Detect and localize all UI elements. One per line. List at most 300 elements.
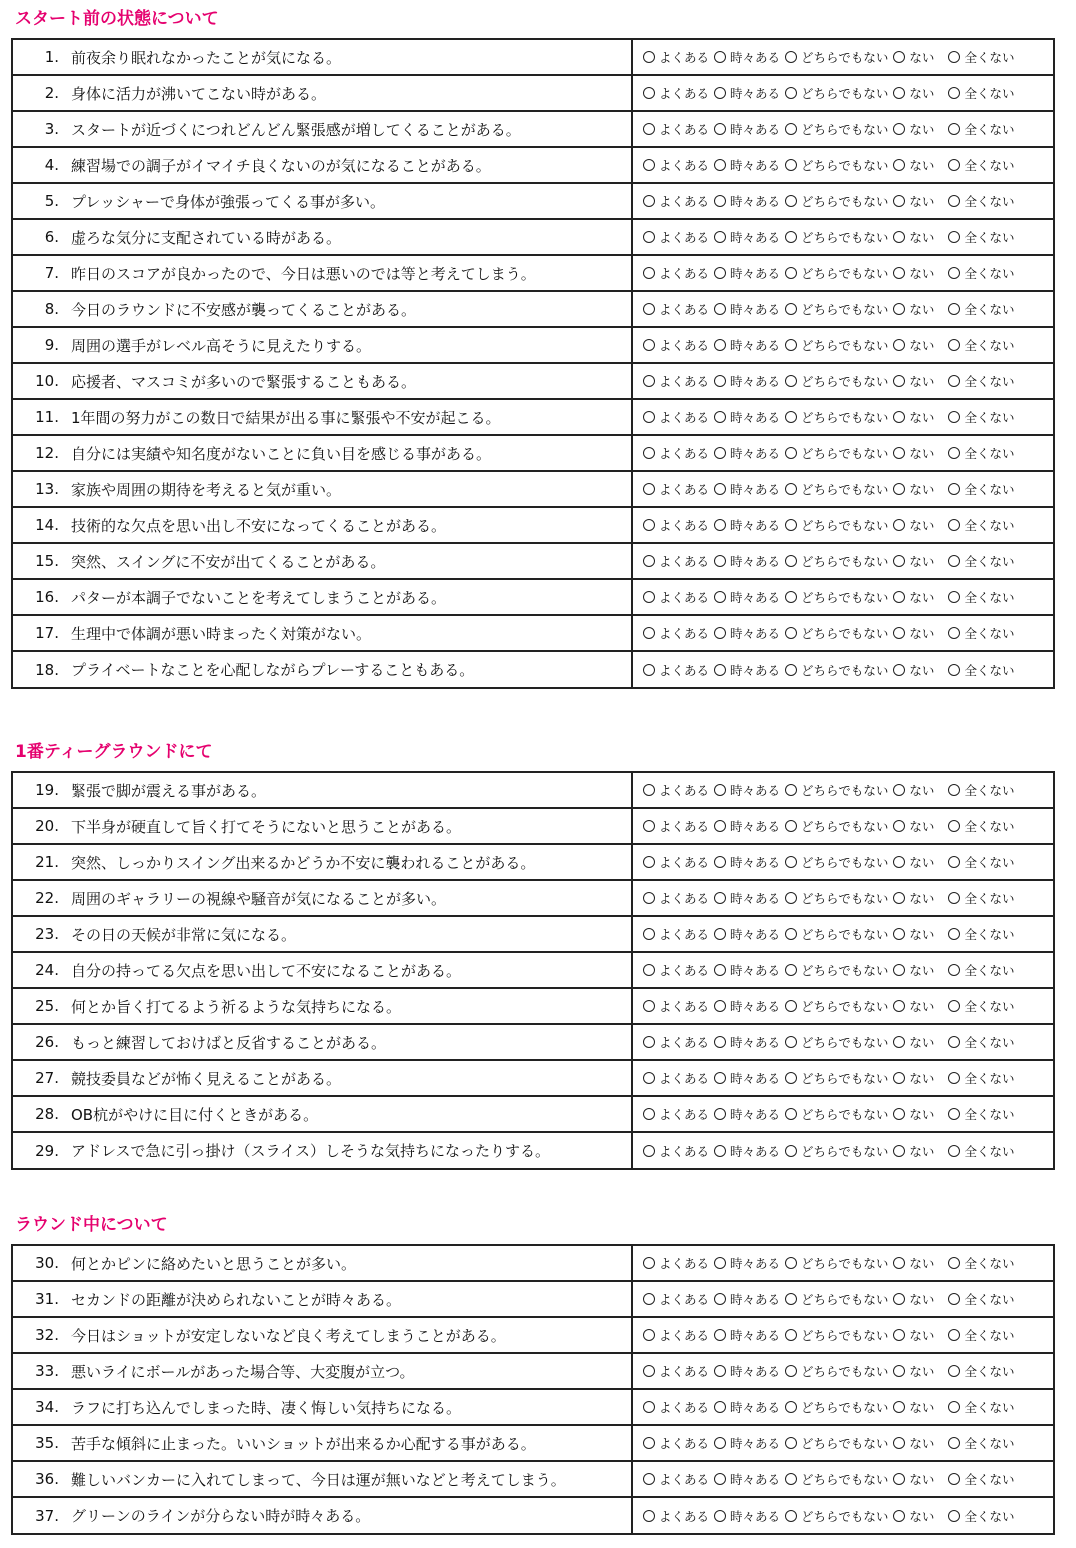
option-sometimes[interactable]	[714, 120, 780, 138]
radio-circle-icon[interactable]	[893, 555, 905, 567]
radio-circle-icon[interactable]	[893, 1473, 905, 1485]
radio-circle-icon[interactable]	[948, 1473, 960, 1485]
radio-circle-icon[interactable]	[893, 375, 905, 387]
option-never[interactable]	[948, 84, 1014, 102]
radio-circle-icon[interactable]	[893, 231, 905, 243]
option-neither[interactable]	[785, 1142, 888, 1160]
radio-circle-icon[interactable]	[893, 339, 905, 351]
option-no[interactable]	[893, 300, 934, 318]
radio-circle-icon[interactable]	[714, 1329, 726, 1341]
option-often[interactable]	[643, 1290, 709, 1308]
option-often[interactable]	[643, 1033, 709, 1051]
option-neither[interactable]	[785, 372, 888, 390]
option-sometimes[interactable]	[714, 1033, 780, 1051]
option-often[interactable]	[643, 1434, 709, 1452]
radio-circle-icon[interactable]	[948, 51, 960, 63]
option-sometimes[interactable]	[714, 48, 780, 66]
radio-circle-icon[interactable]	[893, 1365, 905, 1377]
option-never[interactable]	[948, 1105, 1014, 1123]
option-never[interactable]	[948, 661, 1014, 679]
option-never[interactable]	[948, 480, 1014, 498]
option-sometimes[interactable]	[714, 1290, 780, 1308]
option-no[interactable]	[893, 624, 934, 642]
option-sometimes[interactable]	[714, 1507, 780, 1525]
radio-circle-icon[interactable]	[643, 1473, 655, 1485]
radio-circle-icon[interactable]	[714, 1401, 726, 1413]
radio-circle-icon[interactable]	[948, 856, 960, 868]
option-no[interactable]	[893, 1105, 934, 1123]
radio-circle-icon[interactable]	[714, 267, 726, 279]
radio-circle-icon[interactable]	[714, 87, 726, 99]
radio-circle-icon[interactable]	[714, 51, 726, 63]
radio-circle-icon[interactable]	[643, 231, 655, 243]
option-neither[interactable]	[785, 1362, 888, 1380]
radio-circle-icon[interactable]	[893, 1257, 905, 1269]
radio-circle-icon[interactable]	[714, 591, 726, 603]
option-often[interactable]	[643, 516, 709, 534]
option-sometimes[interactable]	[714, 228, 780, 246]
radio-circle-icon[interactable]	[643, 820, 655, 832]
option-neither[interactable]	[785, 300, 888, 318]
radio-circle-icon[interactable]	[714, 1510, 726, 1522]
option-neither[interactable]	[785, 961, 888, 979]
radio-circle-icon[interactable]	[785, 1510, 797, 1522]
option-often[interactable]	[643, 1254, 709, 1272]
option-no[interactable]	[893, 1290, 934, 1308]
option-often[interactable]	[643, 444, 709, 462]
option-sometimes[interactable]	[714, 588, 780, 606]
option-neither[interactable]	[785, 192, 888, 210]
option-no[interactable]	[893, 156, 934, 174]
radio-circle-icon[interactable]	[948, 447, 960, 459]
radio-circle-icon[interactable]	[785, 1293, 797, 1305]
radio-circle-icon[interactable]	[893, 964, 905, 976]
radio-circle-icon[interactable]	[643, 51, 655, 63]
radio-circle-icon[interactable]	[948, 339, 960, 351]
radio-circle-icon[interactable]	[785, 1145, 797, 1157]
option-never[interactable]	[948, 336, 1014, 354]
option-no[interactable]	[893, 1507, 934, 1525]
radio-circle-icon[interactable]	[948, 519, 960, 531]
radio-circle-icon[interactable]	[785, 375, 797, 387]
option-no[interactable]	[893, 336, 934, 354]
option-neither[interactable]	[785, 817, 888, 835]
radio-circle-icon[interactable]	[785, 784, 797, 796]
radio-circle-icon[interactable]	[785, 591, 797, 603]
option-never[interactable]	[948, 1398, 1014, 1416]
option-never[interactable]	[948, 1069, 1014, 1087]
radio-circle-icon[interactable]	[643, 87, 655, 99]
option-sometimes[interactable]	[714, 661, 780, 679]
option-no[interactable]	[893, 372, 934, 390]
radio-circle-icon[interactable]	[785, 1000, 797, 1012]
radio-circle-icon[interactable]	[643, 964, 655, 976]
option-sometimes[interactable]	[714, 889, 780, 907]
radio-circle-icon[interactable]	[893, 303, 905, 315]
option-sometimes[interactable]	[714, 300, 780, 318]
radio-circle-icon[interactable]	[714, 928, 726, 940]
radio-circle-icon[interactable]	[948, 159, 960, 171]
radio-circle-icon[interactable]	[643, 555, 655, 567]
option-never[interactable]	[948, 889, 1014, 907]
option-sometimes[interactable]	[714, 372, 780, 390]
radio-circle-icon[interactable]	[948, 1329, 960, 1341]
radio-circle-icon[interactable]	[948, 664, 960, 676]
radio-circle-icon[interactable]	[948, 928, 960, 940]
radio-circle-icon[interactable]	[643, 267, 655, 279]
radio-circle-icon[interactable]	[785, 1329, 797, 1341]
option-often[interactable]	[643, 48, 709, 66]
option-no[interactable]	[893, 480, 934, 498]
radio-circle-icon[interactable]	[714, 1072, 726, 1084]
option-often[interactable]	[643, 997, 709, 1015]
option-never[interactable]	[948, 552, 1014, 570]
radio-circle-icon[interactable]	[893, 1437, 905, 1449]
radio-circle-icon[interactable]	[785, 1365, 797, 1377]
option-often[interactable]	[643, 925, 709, 943]
option-often[interactable]	[643, 781, 709, 799]
option-no[interactable]	[893, 781, 934, 799]
radio-circle-icon[interactable]	[785, 483, 797, 495]
option-never[interactable]	[948, 372, 1014, 390]
option-sometimes[interactable]	[714, 1105, 780, 1123]
option-never[interactable]	[948, 264, 1014, 282]
radio-circle-icon[interactable]	[643, 664, 655, 676]
option-neither[interactable]	[785, 552, 888, 570]
radio-circle-icon[interactable]	[893, 195, 905, 207]
option-sometimes[interactable]	[714, 1398, 780, 1416]
option-no[interactable]	[893, 444, 934, 462]
radio-circle-icon[interactable]	[893, 784, 905, 796]
radio-circle-icon[interactable]	[893, 267, 905, 279]
option-never[interactable]	[948, 408, 1014, 426]
radio-circle-icon[interactable]	[948, 591, 960, 603]
option-no[interactable]	[893, 1254, 934, 1272]
radio-circle-icon[interactable]	[948, 820, 960, 832]
radio-circle-icon[interactable]	[714, 1108, 726, 1120]
radio-circle-icon[interactable]	[948, 87, 960, 99]
radio-circle-icon[interactable]	[643, 1145, 655, 1157]
option-often[interactable]	[643, 1470, 709, 1488]
option-neither[interactable]	[785, 1326, 888, 1344]
radio-circle-icon[interactable]	[948, 1401, 960, 1413]
radio-circle-icon[interactable]	[948, 1293, 960, 1305]
radio-circle-icon[interactable]	[714, 1293, 726, 1305]
option-no[interactable]	[893, 1033, 934, 1051]
option-often[interactable]	[643, 1105, 709, 1123]
radio-circle-icon[interactable]	[893, 123, 905, 135]
radio-circle-icon[interactable]	[714, 411, 726, 423]
radio-circle-icon[interactable]	[948, 231, 960, 243]
radio-circle-icon[interactable]	[948, 1072, 960, 1084]
option-often[interactable]	[643, 120, 709, 138]
option-sometimes[interactable]	[714, 1142, 780, 1160]
option-neither[interactable]	[785, 1507, 888, 1525]
option-often[interactable]	[643, 192, 709, 210]
option-often[interactable]	[643, 588, 709, 606]
option-neither[interactable]	[785, 336, 888, 354]
option-neither[interactable]	[785, 1398, 888, 1416]
option-neither[interactable]	[785, 853, 888, 871]
option-no[interactable]	[893, 925, 934, 943]
radio-circle-icon[interactable]	[785, 1473, 797, 1485]
radio-circle-icon[interactable]	[643, 1510, 655, 1522]
option-neither[interactable]	[785, 1033, 888, 1051]
option-neither[interactable]	[785, 1434, 888, 1452]
radio-circle-icon[interactable]	[714, 519, 726, 531]
radio-circle-icon[interactable]	[643, 1072, 655, 1084]
radio-circle-icon[interactable]	[643, 447, 655, 459]
radio-circle-icon[interactable]	[714, 123, 726, 135]
radio-circle-icon[interactable]	[893, 1401, 905, 1413]
radio-circle-icon[interactable]	[785, 447, 797, 459]
option-never[interactable]	[948, 156, 1014, 174]
radio-circle-icon[interactable]	[785, 159, 797, 171]
option-often[interactable]	[643, 372, 709, 390]
option-never[interactable]	[948, 300, 1014, 318]
option-neither[interactable]	[785, 516, 888, 534]
radio-circle-icon[interactable]	[893, 627, 905, 639]
radio-circle-icon[interactable]	[785, 1108, 797, 1120]
option-often[interactable]	[643, 156, 709, 174]
option-sometimes[interactable]	[714, 1069, 780, 1087]
option-often[interactable]	[643, 1507, 709, 1525]
option-no[interactable]	[893, 1470, 934, 1488]
option-never[interactable]	[948, 1507, 1014, 1525]
option-no[interactable]	[893, 228, 934, 246]
radio-circle-icon[interactable]	[948, 195, 960, 207]
radio-circle-icon[interactable]	[785, 1072, 797, 1084]
option-sometimes[interactable]	[714, 853, 780, 871]
radio-circle-icon[interactable]	[948, 1145, 960, 1157]
option-sometimes[interactable]	[714, 552, 780, 570]
option-never[interactable]	[948, 1142, 1014, 1160]
option-no[interactable]	[893, 1362, 934, 1380]
option-never[interactable]	[948, 444, 1014, 462]
radio-circle-icon[interactable]	[893, 1329, 905, 1341]
radio-circle-icon[interactable]	[643, 627, 655, 639]
option-sometimes[interactable]	[714, 480, 780, 498]
radio-circle-icon[interactable]	[714, 1437, 726, 1449]
option-never[interactable]	[948, 781, 1014, 799]
radio-circle-icon[interactable]	[714, 892, 726, 904]
radio-circle-icon[interactable]	[714, 1000, 726, 1012]
option-often[interactable]	[643, 853, 709, 871]
radio-circle-icon[interactable]	[643, 1437, 655, 1449]
option-never[interactable]	[948, 1290, 1014, 1308]
radio-circle-icon[interactable]	[948, 1437, 960, 1449]
radio-circle-icon[interactable]	[893, 1000, 905, 1012]
radio-circle-icon[interactable]	[714, 1365, 726, 1377]
option-sometimes[interactable]	[714, 961, 780, 979]
radio-circle-icon[interactable]	[948, 784, 960, 796]
radio-circle-icon[interactable]	[785, 892, 797, 904]
option-sometimes[interactable]	[714, 624, 780, 642]
radio-circle-icon[interactable]	[948, 892, 960, 904]
option-sometimes[interactable]	[714, 1362, 780, 1380]
radio-circle-icon[interactable]	[643, 784, 655, 796]
option-never[interactable]	[948, 516, 1014, 534]
option-often[interactable]	[643, 84, 709, 102]
radio-circle-icon[interactable]	[893, 820, 905, 832]
option-no[interactable]	[893, 1434, 934, 1452]
radio-circle-icon[interactable]	[714, 339, 726, 351]
option-often[interactable]	[643, 336, 709, 354]
option-sometimes[interactable]	[714, 925, 780, 943]
option-often[interactable]	[643, 228, 709, 246]
radio-circle-icon[interactable]	[948, 1000, 960, 1012]
radio-circle-icon[interactable]	[643, 856, 655, 868]
option-neither[interactable]	[785, 925, 888, 943]
radio-circle-icon[interactable]	[893, 411, 905, 423]
option-never[interactable]	[948, 1033, 1014, 1051]
radio-circle-icon[interactable]	[948, 303, 960, 315]
radio-circle-icon[interactable]	[893, 447, 905, 459]
radio-circle-icon[interactable]	[948, 375, 960, 387]
option-neither[interactable]	[785, 1470, 888, 1488]
radio-circle-icon[interactable]	[714, 159, 726, 171]
radio-circle-icon[interactable]	[643, 339, 655, 351]
option-no[interactable]	[893, 889, 934, 907]
option-no[interactable]	[893, 120, 934, 138]
radio-circle-icon[interactable]	[785, 1257, 797, 1269]
option-never[interactable]	[948, 925, 1014, 943]
radio-circle-icon[interactable]	[714, 627, 726, 639]
option-neither[interactable]	[785, 120, 888, 138]
option-often[interactable]	[643, 1069, 709, 1087]
radio-circle-icon[interactable]	[893, 856, 905, 868]
option-neither[interactable]	[785, 624, 888, 642]
option-neither[interactable]	[785, 1254, 888, 1272]
option-neither[interactable]	[785, 781, 888, 799]
radio-circle-icon[interactable]	[893, 1510, 905, 1522]
radio-circle-icon[interactable]	[893, 1108, 905, 1120]
option-often[interactable]	[643, 1326, 709, 1344]
radio-circle-icon[interactable]	[785, 519, 797, 531]
radio-circle-icon[interactable]	[643, 892, 655, 904]
radio-circle-icon[interactable]	[785, 820, 797, 832]
radio-circle-icon[interactable]	[643, 303, 655, 315]
option-neither[interactable]	[785, 1069, 888, 1087]
option-often[interactable]	[643, 480, 709, 498]
radio-circle-icon[interactable]	[643, 1365, 655, 1377]
option-never[interactable]	[948, 192, 1014, 210]
radio-circle-icon[interactable]	[785, 51, 797, 63]
radio-circle-icon[interactable]	[714, 555, 726, 567]
option-often[interactable]	[643, 817, 709, 835]
option-neither[interactable]	[785, 156, 888, 174]
radio-circle-icon[interactable]	[643, 411, 655, 423]
option-never[interactable]	[948, 1254, 1014, 1272]
radio-circle-icon[interactable]	[785, 411, 797, 423]
radio-circle-icon[interactable]	[714, 1257, 726, 1269]
option-never[interactable]	[948, 961, 1014, 979]
option-neither[interactable]	[785, 889, 888, 907]
option-often[interactable]	[643, 1398, 709, 1416]
option-sometimes[interactable]	[714, 1326, 780, 1344]
radio-circle-icon[interactable]	[893, 1145, 905, 1157]
option-sometimes[interactable]	[714, 84, 780, 102]
option-never[interactable]	[948, 624, 1014, 642]
radio-circle-icon[interactable]	[643, 519, 655, 531]
radio-circle-icon[interactable]	[785, 231, 797, 243]
option-sometimes[interactable]	[714, 156, 780, 174]
radio-circle-icon[interactable]	[948, 483, 960, 495]
option-sometimes[interactable]	[714, 408, 780, 426]
option-never[interactable]	[948, 1326, 1014, 1344]
radio-circle-icon[interactable]	[643, 1293, 655, 1305]
radio-circle-icon[interactable]	[785, 928, 797, 940]
option-no[interactable]	[893, 961, 934, 979]
option-no[interactable]	[893, 588, 934, 606]
option-no[interactable]	[893, 84, 934, 102]
radio-circle-icon[interactable]	[893, 591, 905, 603]
radio-circle-icon[interactable]	[643, 483, 655, 495]
option-sometimes[interactable]	[714, 336, 780, 354]
radio-circle-icon[interactable]	[785, 123, 797, 135]
option-never[interactable]	[948, 1362, 1014, 1380]
radio-circle-icon[interactable]	[893, 483, 905, 495]
radio-circle-icon[interactable]	[893, 892, 905, 904]
radio-circle-icon[interactable]	[643, 928, 655, 940]
option-no[interactable]	[893, 661, 934, 679]
radio-circle-icon[interactable]	[714, 231, 726, 243]
radio-circle-icon[interactable]	[948, 1365, 960, 1377]
radio-circle-icon[interactable]	[714, 1473, 726, 1485]
radio-circle-icon[interactable]	[785, 627, 797, 639]
radio-circle-icon[interactable]	[893, 928, 905, 940]
option-sometimes[interactable]	[714, 516, 780, 534]
radio-circle-icon[interactable]	[785, 303, 797, 315]
radio-circle-icon[interactable]	[714, 195, 726, 207]
option-no[interactable]	[893, 997, 934, 1015]
option-no[interactable]	[893, 516, 934, 534]
option-sometimes[interactable]	[714, 1470, 780, 1488]
radio-circle-icon[interactable]	[785, 664, 797, 676]
radio-circle-icon[interactable]	[643, 159, 655, 171]
option-sometimes[interactable]	[714, 817, 780, 835]
option-no[interactable]	[893, 408, 934, 426]
option-neither[interactable]	[785, 997, 888, 1015]
radio-circle-icon[interactable]	[893, 1072, 905, 1084]
option-often[interactable]	[643, 1142, 709, 1160]
option-neither[interactable]	[785, 408, 888, 426]
radio-circle-icon[interactable]	[714, 447, 726, 459]
option-neither[interactable]	[785, 661, 888, 679]
option-sometimes[interactable]	[714, 444, 780, 462]
option-often[interactable]	[643, 552, 709, 570]
option-never[interactable]	[948, 997, 1014, 1015]
radio-circle-icon[interactable]	[785, 1437, 797, 1449]
option-sometimes[interactable]	[714, 1434, 780, 1452]
option-often[interactable]	[643, 961, 709, 979]
option-never[interactable]	[948, 817, 1014, 835]
radio-circle-icon[interactable]	[948, 1036, 960, 1048]
radio-circle-icon[interactable]	[785, 1401, 797, 1413]
radio-circle-icon[interactable]	[643, 1000, 655, 1012]
radio-circle-icon[interactable]	[643, 1036, 655, 1048]
option-no[interactable]	[893, 853, 934, 871]
radio-circle-icon[interactable]	[893, 519, 905, 531]
radio-circle-icon[interactable]	[643, 1257, 655, 1269]
radio-circle-icon[interactable]	[714, 784, 726, 796]
radio-circle-icon[interactable]	[893, 1293, 905, 1305]
radio-circle-icon[interactable]	[785, 555, 797, 567]
radio-circle-icon[interactable]	[643, 1329, 655, 1341]
radio-circle-icon[interactable]	[948, 555, 960, 567]
radio-circle-icon[interactable]	[948, 1257, 960, 1269]
option-no[interactable]	[893, 552, 934, 570]
